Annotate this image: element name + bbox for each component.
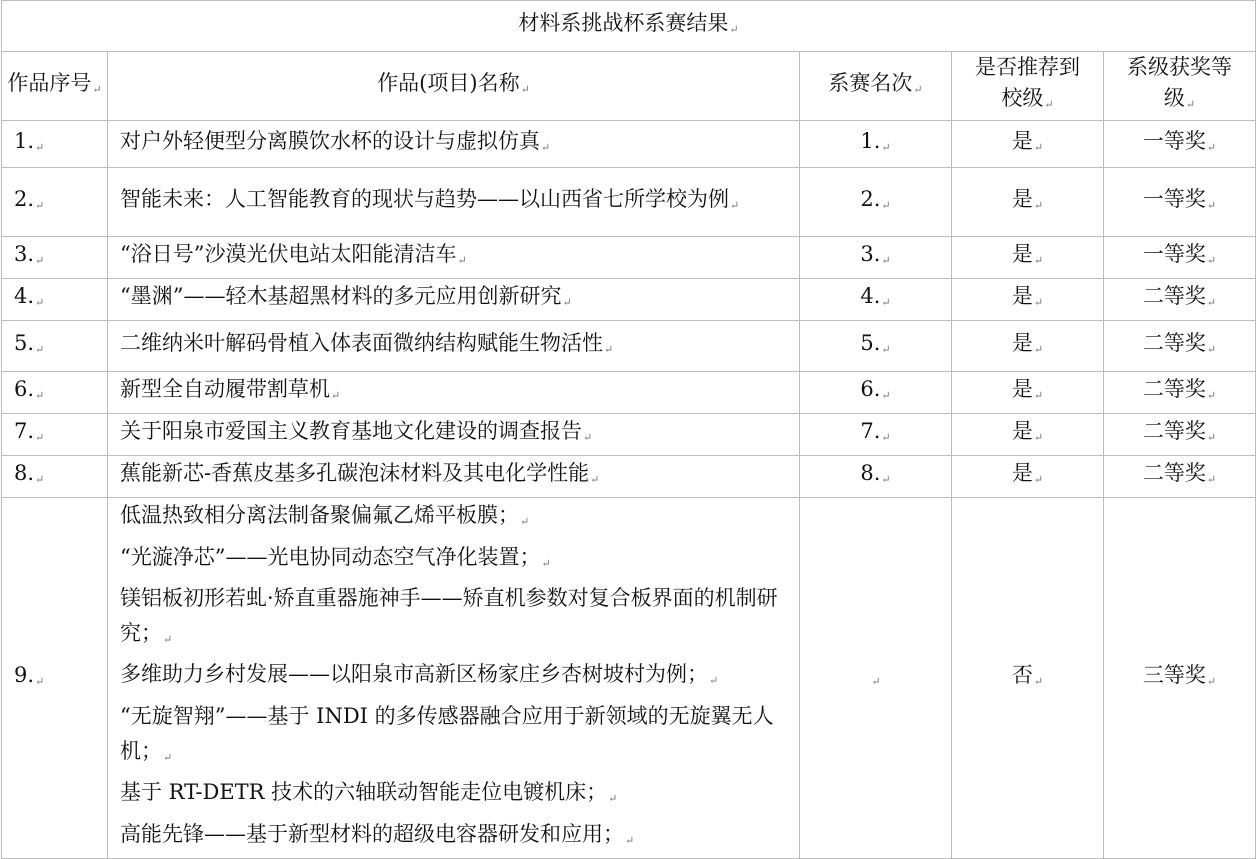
row-recommend: 是↵ <box>952 168 1104 237</box>
row-rank: 8.↵ <box>800 456 952 498</box>
row-award: 一等奖↵ <box>1104 121 1256 168</box>
row-rank: 6.↵ <box>800 372 952 414</box>
table-row <box>2 414 1256 456</box>
row-name: 新型全自动履带割草机↵ <box>108 372 800 414</box>
row-name: “浴日号”沙漠光伏电站太阳能清洁车↵ <box>108 237 800 279</box>
header-row <box>2 52 1256 121</box>
project-name: 高能先锋——基于新型材料的超级电容器研发和应用；↵ <box>120 821 635 847</box>
project-name: 多维助力乡村发展——以阳泉市高新区杨家庄乡杏树坡村为例；↵ <box>120 662 719 688</box>
row-no: 2.↵ <box>2 168 108 237</box>
row-name: 二维纳米叶解码骨植入体表面微纳结构赋能生物活性↵ <box>108 321 800 372</box>
row-rank: 3.↵ <box>800 237 952 279</box>
row-award: 一等奖↵ <box>1104 168 1256 237</box>
row-rank: 5.↵ <box>800 321 952 372</box>
table-row <box>2 456 1256 498</box>
row-no: 7.↵ <box>2 414 108 456</box>
row-recommend: 是↵ <box>952 456 1104 498</box>
row-award: 二等奖↵ <box>1104 372 1256 414</box>
project-name: 低温热致相分离法制备聚偏氟乙烯平板膜；↵ <box>120 503 530 528</box>
row-award: 二等奖↵ <box>1104 456 1256 498</box>
row-no: 1.↵ <box>2 121 108 168</box>
row-no: 8.↵ <box>2 456 108 498</box>
table-title: 材料系挑战杯系赛结果↵ <box>2 1 1256 52</box>
row-recommend: 是↵ <box>952 279 1104 321</box>
table-row <box>2 121 1256 168</box>
row-rank: 7.↵ <box>800 414 952 456</box>
row-award: 二等奖↵ <box>1104 321 1256 372</box>
row-name: 对户外轻便型分离膜饮水杯的设计与虚拟仿真↵ <box>108 121 800 168</box>
row-award: 三等奖↵ <box>1104 498 1256 859</box>
header-recommend: 是否推荐到校级↵ <box>952 52 1104 121</box>
header-award: 系级获奖等级↵ <box>1104 52 1256 121</box>
table-row <box>2 372 1256 414</box>
row-name: 智能未来：人工智能教育的现状与趋势——以山西省七所学校为例↵ <box>108 168 800 237</box>
row-no: 6.↵ <box>2 372 108 414</box>
row-recommend: 是↵ <box>952 321 1104 372</box>
row-rank: 2.↵ <box>800 168 952 237</box>
row-award: 二等奖↵ <box>1104 414 1256 456</box>
row-no: 9.↵ <box>2 498 108 859</box>
row-no: 4.↵ <box>2 279 108 321</box>
header-name: 作品(项目)名称↵ <box>108 52 800 121</box>
row-recommend: 是↵ <box>952 372 1104 414</box>
row-rank: 1.↵ <box>800 121 952 168</box>
row-rank: ↵ <box>800 498 952 859</box>
row-award: 一等奖↵ <box>1104 237 1256 279</box>
row-award: 二等奖↵ <box>1104 279 1256 321</box>
title-row <box>2 1 1256 52</box>
header-no: 作品序号↵ <box>2 52 108 121</box>
project-name: 基于 RT-DETR 技术的六轴联动智能走位电镀机床；↵ <box>120 780 618 806</box>
header-rank: 系赛名次↵ <box>800 52 952 121</box>
row-no: 3.↵ <box>2 237 108 279</box>
table-row <box>2 237 1256 279</box>
results-table <box>1 0 1256 859</box>
table-row <box>2 498 1256 859</box>
project-name: “无旋智翔”——基于 INDI 的多传感器融合应用于新领域的无旋翼无人机；↵ <box>120 703 774 764</box>
project-name: 镁铝板初形若虬·矫直重器施神手——矫直机参数对复合板界面的机制研究；↵ <box>120 586 778 646</box>
row-name: 关于阳泉市爱国主义教育基地文化建设的调查报告↵ <box>108 414 800 456</box>
table-row <box>2 168 1256 237</box>
row-recommend: 是↵ <box>952 414 1104 456</box>
row-name: “墨渊”——轻木基超黑材料的多元应用创新研究↵ <box>108 279 800 321</box>
row-recommend: 否↵ <box>952 498 1104 859</box>
row-rank: 4.↵ <box>800 279 952 321</box>
row-name-list <box>108 498 800 859</box>
row-no: 5.↵ <box>2 321 108 372</box>
table-row <box>2 279 1256 321</box>
row-recommend: 是↵ <box>952 237 1104 279</box>
row-recommend: 是↵ <box>952 121 1104 168</box>
table-row <box>2 321 1256 372</box>
project-name: “光漩净芯”——光电协同动态空气净化装置；↵ <box>120 544 551 570</box>
row-name: 蕉能新芯-香蕉皮基多孔碳泡沫材料及其电化学性能↵ <box>108 456 800 498</box>
